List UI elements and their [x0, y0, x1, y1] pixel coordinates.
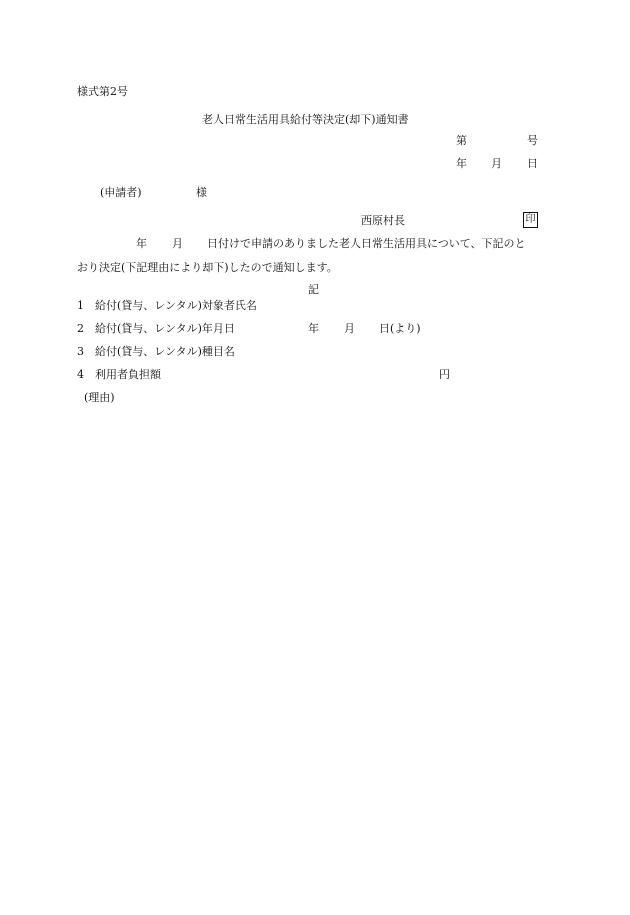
- item-4-number: 4: [77, 368, 84, 381]
- applicant-honorific: 様: [196, 186, 207, 199]
- body-line-1: 日付けで申請のありました老人日常生活用具について、下記のと: [207, 237, 526, 250]
- item-3-number: 3: [77, 345, 84, 358]
- body-year: 年: [136, 237, 147, 250]
- date-year: 年: [456, 157, 467, 170]
- issuer-name: 西原村長: [361, 214, 405, 227]
- number-prefix: 第: [456, 134, 467, 147]
- item-2-number: 2: [77, 322, 84, 335]
- date-month: 月: [491, 157, 502, 170]
- body-line-2: おり決定(下記理由により却下)したので通知します。: [77, 261, 338, 274]
- document-title: 老人日常生活用具給付等決定(却下)通知書: [202, 113, 409, 126]
- item-2-label: 給付(貸与、レンタル)年月日: [95, 322, 235, 335]
- item-4-unit: 円: [439, 368, 450, 381]
- body-month: 月: [172, 237, 183, 250]
- applicant-label: (申請者): [100, 186, 142, 199]
- item-4-label: 利用者負担額: [95, 368, 161, 381]
- form-number: 様式第2号: [77, 85, 128, 98]
- reason-label: (理由): [84, 391, 115, 404]
- item-3-label: 給付(貸与、レンタル)種目名: [95, 345, 235, 358]
- number-suffix: 号: [527, 134, 538, 147]
- item-1-label: 給付(貸与、レンタル)対象者氏名: [95, 299, 257, 312]
- date-day: 日: [527, 157, 538, 170]
- item-2-month: 月: [344, 322, 355, 335]
- item-2-day: 日(より): [379, 322, 421, 335]
- ki-heading: 記: [308, 283, 319, 296]
- seal-mark: 印: [523, 212, 538, 228]
- item-1-number: 1: [77, 299, 84, 312]
- item-2-year: 年: [308, 322, 319, 335]
